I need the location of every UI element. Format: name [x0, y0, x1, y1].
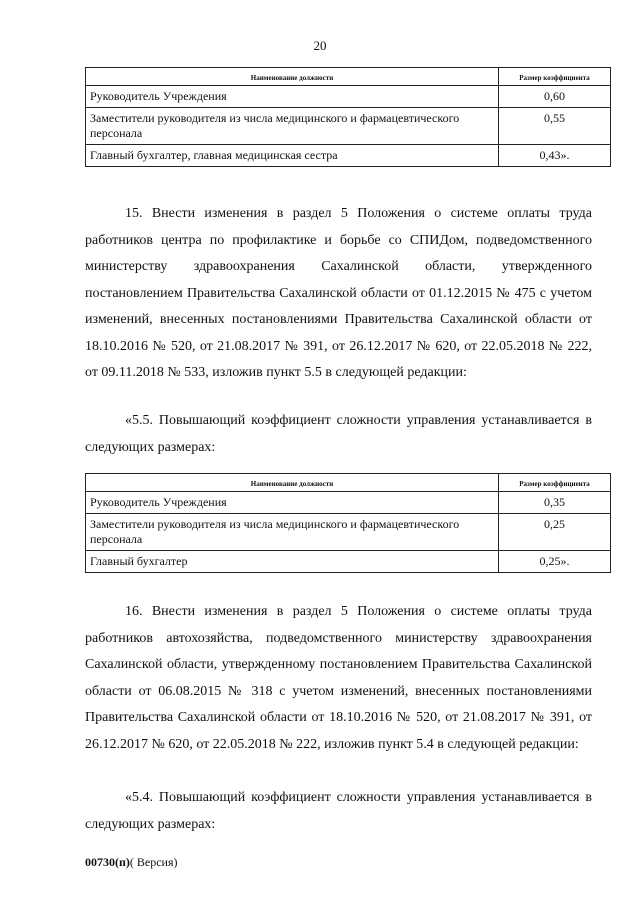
coefficient-table-1 — [85, 67, 611, 167]
paragraph-16 — [85, 599, 592, 758]
paragraph-5-5-text: «5.5. Повышающий коэффициент сложности управления устанавливается в следующих размерах: — [85, 413, 592, 455]
table-header-row — [86, 68, 611, 86]
position-cell: Руководитель Учреждения — [86, 86, 499, 108]
paragraph-5-5 — [85, 408, 592, 461]
coefficient-cell: 0,25 — [499, 514, 611, 551]
table-row — [86, 86, 611, 108]
position-cell: Руководитель Учреждения — [86, 492, 499, 514]
header-coefficient: Размер коэффициента — [499, 474, 611, 492]
paragraph-5-4 — [85, 785, 592, 838]
document-footer — [85, 855, 178, 870]
footer-code: 00730(п) — [85, 855, 130, 869]
coefficient-cell: 0,35 — [499, 492, 611, 514]
coefficient-cell: 0,55 — [499, 108, 611, 145]
header-coefficient: Размер коэффициента — [499, 68, 611, 86]
header-position: Наименование должности — [86, 68, 499, 86]
coefficient-table-2 — [85, 473, 611, 573]
footer-version: ( Версия) — [129, 855, 178, 869]
coefficient-cell: 0,60 — [499, 86, 611, 108]
coefficient-cell: 0,43». — [499, 145, 611, 167]
table-row — [86, 514, 611, 551]
header-position: Наименование должности — [86, 474, 499, 492]
position-cell: Заместители руководителя из числа медицинского и фармацевтического персонала — [86, 108, 499, 145]
table-row — [86, 108, 611, 145]
paragraph-5-4-text: «5.4. Повышающий коэффициент сложности управления устанавливается в следующих размерах: — [85, 790, 592, 832]
paragraph-16-text: 16. Внести изменения в раздел 5 Положения о системе оплаты труда работников автохозяйства, подведомственного министерству здравоохранения Сахалинской области, утвержденному постановлением Правительства Сахалинской области от 06.08.2015 № 318 с учетом изменений, внесенных постановлениями Правительства Сахалинской области от 18.10.2016 № 520, от 21.08.2017 № 391, от 26.12.2017 № 620, от 22.05.2018 № 222, изложив пункт 5.4 в следующей редакции: — [85, 604, 592, 752]
table-row — [86, 492, 611, 514]
coefficient-cell: 0,25». — [499, 551, 611, 573]
position-cell: Главный бухгалтер, главная медицинская сестра — [86, 145, 499, 167]
position-cell: Главный бухгалтер — [86, 551, 499, 573]
paragraph-15-text: 15. Внести изменения в раздел 5 Положения о системе оплаты труда работников центра по профилактике и борьбе со СПИДом, подведомственного министерству здравоохранения Сахалинской области, утвержденного постановлением Правительства Сахалинской области от 01.12.2015 № 475 с учетом изменений, внесенных постановлениями Правительства Сахалинской области от 18.10.2016 № 520, от 21.08.2017 № 391, от 26.12.2017 № 620, от 22.05.2018 № 222, от 09.11.2018 № 533, изложив пункт 5.5 в следующей редакции: — [85, 206, 592, 380]
table-row — [86, 551, 611, 573]
paragraph-15 — [85, 201, 592, 387]
table-header-row — [86, 474, 611, 492]
page-number: 20 — [313, 38, 327, 53]
position-cell: Заместители руководителя из числа медицинского и фармацевтического персонала — [86, 514, 499, 551]
table-row — [86, 145, 611, 167]
